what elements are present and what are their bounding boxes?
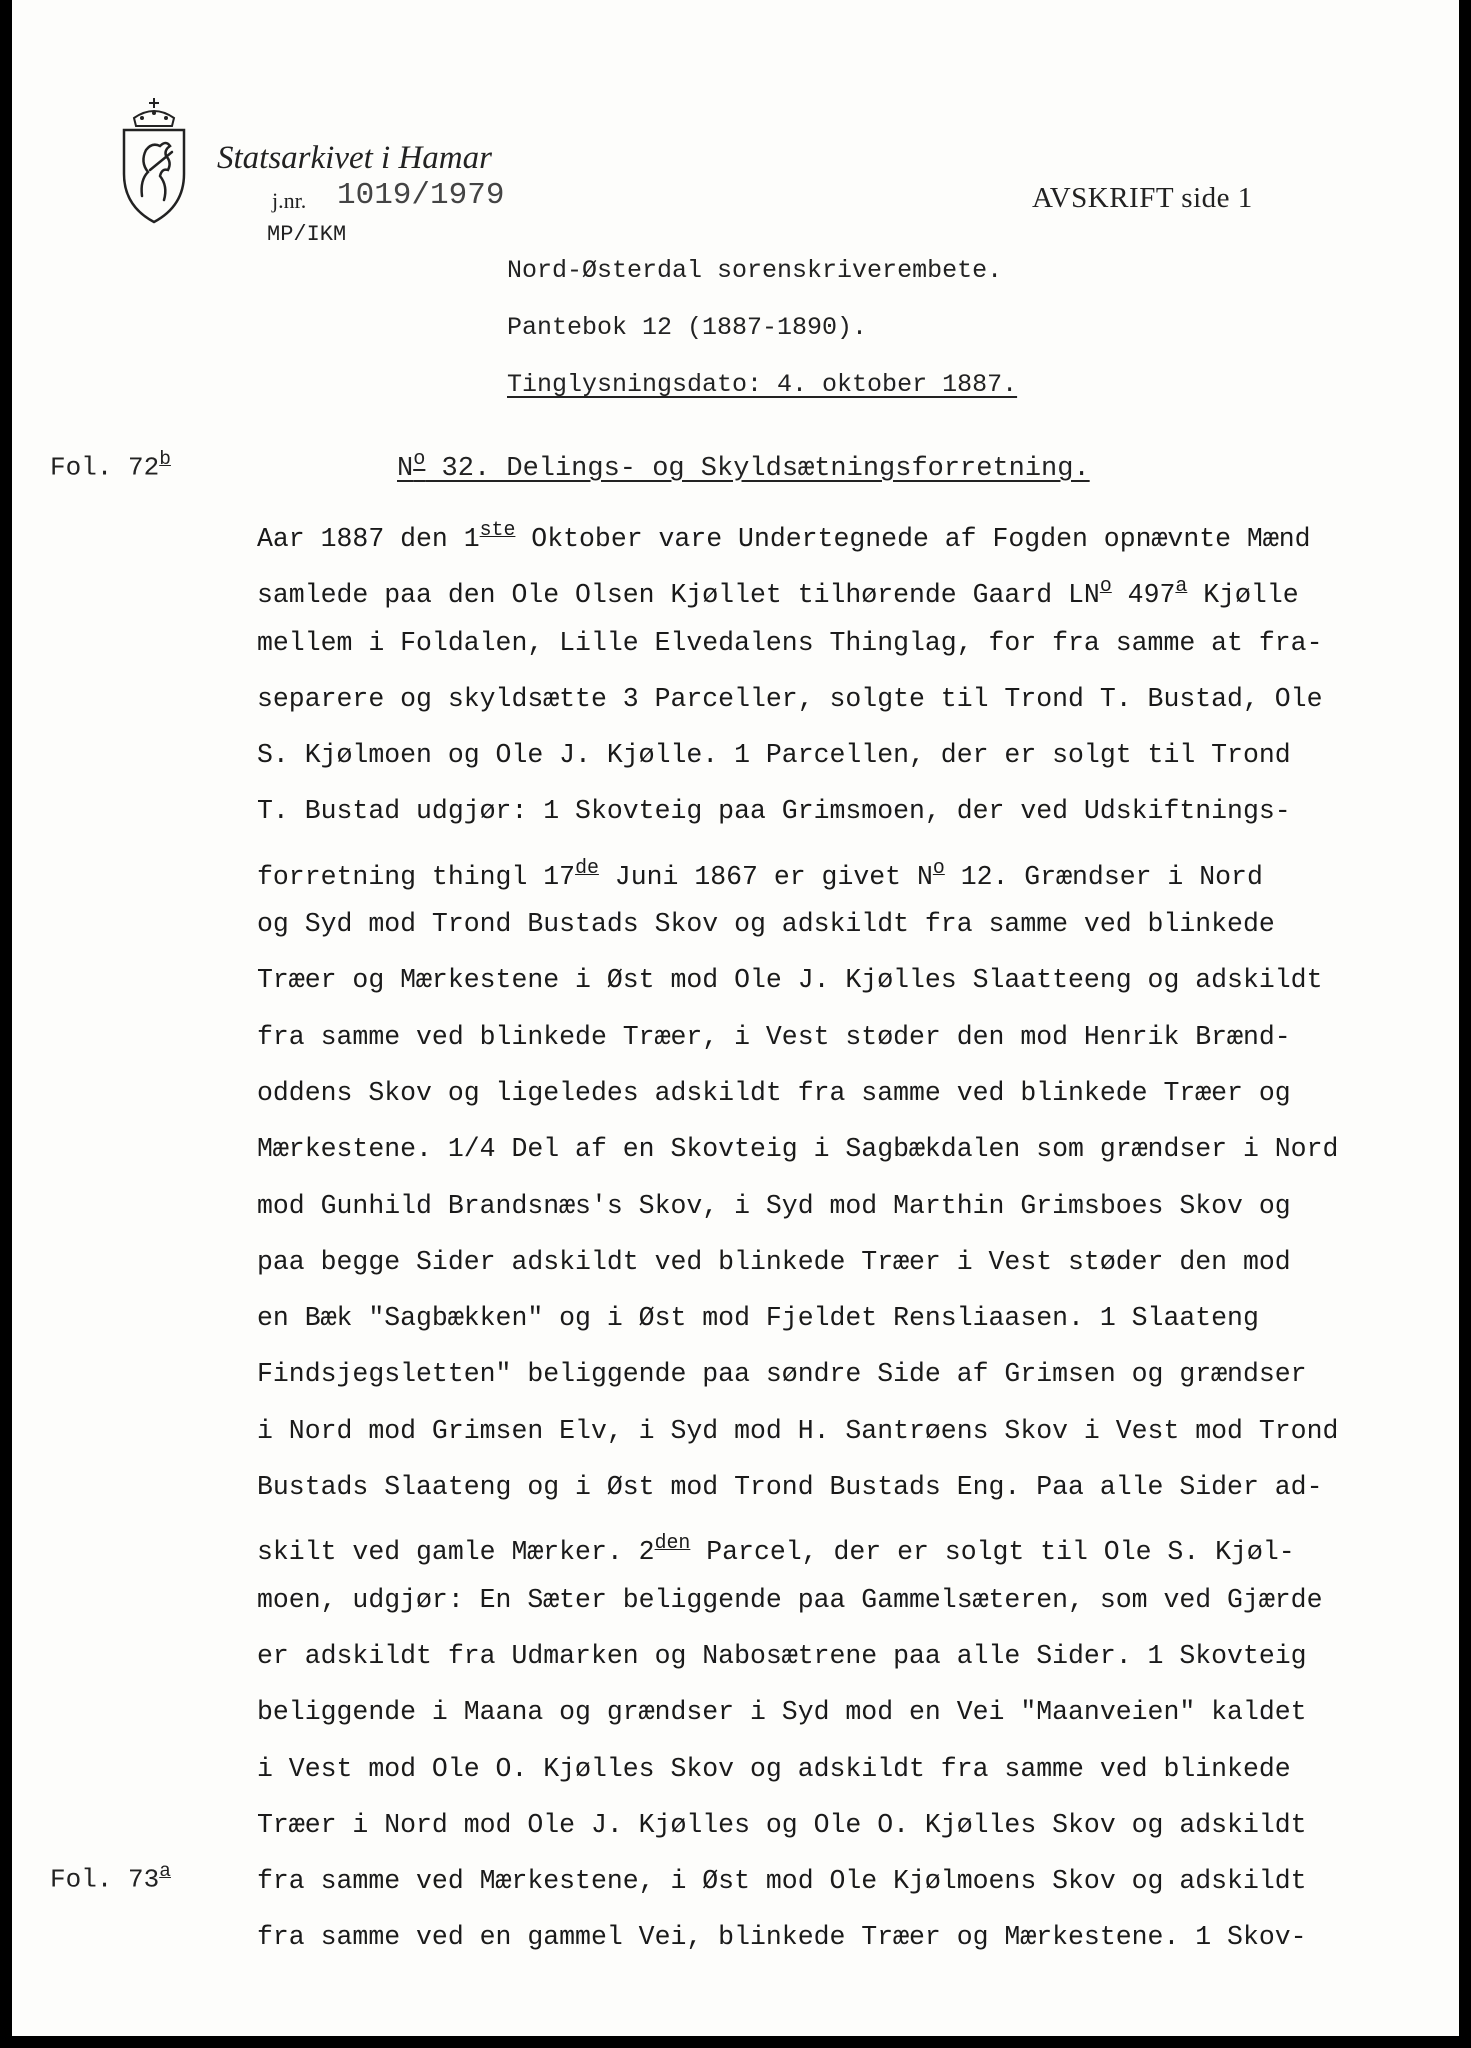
- line-text: Mærkestene. 1/4 Del af en Skovteig i Sagbækdalen som grændser i Nord: [257, 1134, 1339, 1165]
- line-text: Juni 1867 er givet N: [598, 861, 933, 892]
- text-line: [257, 1290, 1387, 1346]
- text-line: [257, 1346, 1387, 1402]
- text-line: [257, 1741, 1387, 1797]
- text-line: [257, 1515, 1387, 1571]
- line-text: 12. Grændser i Nord: [944, 861, 1263, 892]
- line-text: Aar 1887 den 1: [257, 523, 480, 554]
- transcript-page-label: AVSKRIFT side 1: [1032, 182, 1253, 214]
- line-text: i Nord mod Grimsen Elv, i Syd mod H. Santrøens Skov i Vest mod Trond: [257, 1415, 1339, 1446]
- text-line: [257, 952, 1387, 1008]
- line-text: Oktober vare Undertegnede af Fogden opnævnte Mænd: [515, 523, 1311, 554]
- line-text: og Syd mod Trond Bustads Skov og adskildt fra samme ved blinkede: [257, 909, 1275, 940]
- text-line: [257, 1459, 1387, 1515]
- entry-title: $N^o$ 32. Delings- og Skyldsætningsforretning.: [397, 448, 1090, 485]
- line-text: Findsjegsletten" beliggende paa søndre Side af Grimsen og grændser: [257, 1359, 1307, 1390]
- clerk-initials: MP/IKM: [267, 222, 347, 247]
- registration-date: Tinglysningsdato: 4. oktober 1887.: [507, 370, 1018, 399]
- text-line: [257, 502, 1387, 558]
- text-line: [257, 1403, 1387, 1459]
- text-line: [257, 1234, 1387, 1290]
- line-text: oddens Skov og ligeledes adskildt fra samme ved blinkede Træer og: [257, 1077, 1291, 1108]
- line-text: fra samme ved en gammel Vei, blinkede Træer og Mærkestene. 1 Skov-: [257, 1922, 1307, 1953]
- line-text: er adskildt fra Udmarken og Nabosætrene paa alle Sider. 1 Skovteig: [257, 1640, 1307, 1671]
- journal-number: 1019/1979: [337, 178, 505, 213]
- text-line: [257, 1065, 1387, 1121]
- text-line: [257, 1853, 1387, 1909]
- line-text: Træer og Mærkestene i Øst mod Ole J. Kjølles Slaatteeng og adskildt: [257, 965, 1323, 996]
- mortgage-book: Pantebok 12 (1887-1890).: [507, 313, 868, 342]
- line-text: moen, udgjør: En Sæter beliggende paa Gammelsæteren, som ved Gjærde: [257, 1584, 1323, 1615]
- line-text: Træer i Nord mod Ole J. Kjølles og Ole O. Kjølles Skov og adskildt: [257, 1809, 1307, 1840]
- superscript: o: [1099, 574, 1112, 598]
- line-text: fra samme ved Mærkestene, i Øst mod Ole Kjølmoens Skov og adskildt: [257, 1866, 1307, 1897]
- text-line: [257, 558, 1387, 614]
- line-text: en Bæk "Sagbækken" og i Øst mod Fjeldet Rensliaasen. 1 Slaateng: [257, 1303, 1259, 1334]
- folio-note-73a: Fol. 73$^a$: [50, 1860, 171, 1895]
- superscript: o: [932, 855, 945, 879]
- text-line: [257, 615, 1387, 671]
- line-text: forretning thingl 17: [257, 861, 576, 892]
- text-line: [257, 1628, 1387, 1684]
- text-line: [257, 840, 1387, 896]
- line-text: mod Gunhild Brandsnæs's Skov, i Syd mod Marthin Grimsboes Skov og: [257, 1190, 1291, 1221]
- text-line: [257, 671, 1387, 727]
- line-text: samlede paa den Ole Olsen Kjøllet tilhørende Gaard LN: [257, 580, 1100, 611]
- line-text: S. Kjølmoen og Ole J. Kjølle. 1 Parcellen, der er solgt til Trond: [257, 740, 1291, 771]
- text-line: [257, 1684, 1387, 1740]
- text-line: [257, 727, 1387, 783]
- journal-number-label: j.nr.: [272, 188, 307, 213]
- line-text: mellem i Foldalen, Lille Elvedalens Thinglag, for fra samme at fra-: [257, 627, 1323, 658]
- line-text: paa begge Sider adskildt ved blinkede Træer i Vest støder den mod: [257, 1246, 1291, 1277]
- text-line: [257, 1572, 1387, 1628]
- text-line: [257, 783, 1387, 839]
- line-text: i Vest mod Ole O. Kjølles Skov og adskildt fra samme ved blinkede: [257, 1753, 1291, 1784]
- superscript: de: [575, 855, 599, 879]
- line-text: 497: [1111, 580, 1176, 611]
- line-text: beliggende i Maana og grændser i Syd mod en Vei "Maanveien" kaldet: [257, 1697, 1307, 1728]
- coat-of-arms-lion-icon: [114, 96, 194, 226]
- text-line: [257, 1178, 1387, 1234]
- line-text: Kjølle: [1187, 580, 1299, 611]
- text-line: [257, 1797, 1387, 1853]
- line-text: T. Bustad udgjør: 1 Skovteig paa Grimsmoen, der ved Udskiftnings-: [257, 796, 1291, 827]
- court-office: Nord-Østerdal sorenskriverembete.: [507, 256, 1003, 285]
- text-line: [257, 1909, 1387, 1965]
- line-text: Parcel, der er solgt til Ole S. Kjøl-: [690, 1537, 1295, 1568]
- line-text: skilt ved gamle Mærker. 2: [257, 1537, 655, 1568]
- line-text: fra samme ved blinkede Træer, i Vest støder den mod Henrik Brænd-: [257, 1021, 1291, 1052]
- superscript: den: [654, 1531, 691, 1555]
- text-line: [257, 1121, 1387, 1177]
- superscript: ste: [479, 518, 516, 541]
- text-line: [257, 1009, 1387, 1065]
- text-line: [257, 896, 1387, 952]
- line-text: separere og skyldsætte 3 Parceller, solgte til Trond T. Bustad, Ole: [257, 683, 1323, 714]
- document-page: [12, 0, 1459, 2036]
- transcript-body: [257, 502, 1387, 1966]
- folio-note-72b: Fol. 72$^b$: [50, 448, 171, 483]
- superscript: a: [1175, 574, 1188, 598]
- line-text: Bustads Slaateng og i Øst mod Trond Bustads Eng. Paa alle Sider ad-: [257, 1472, 1323, 1503]
- archive-name: Statsarkivet i Hamar: [217, 140, 492, 176]
